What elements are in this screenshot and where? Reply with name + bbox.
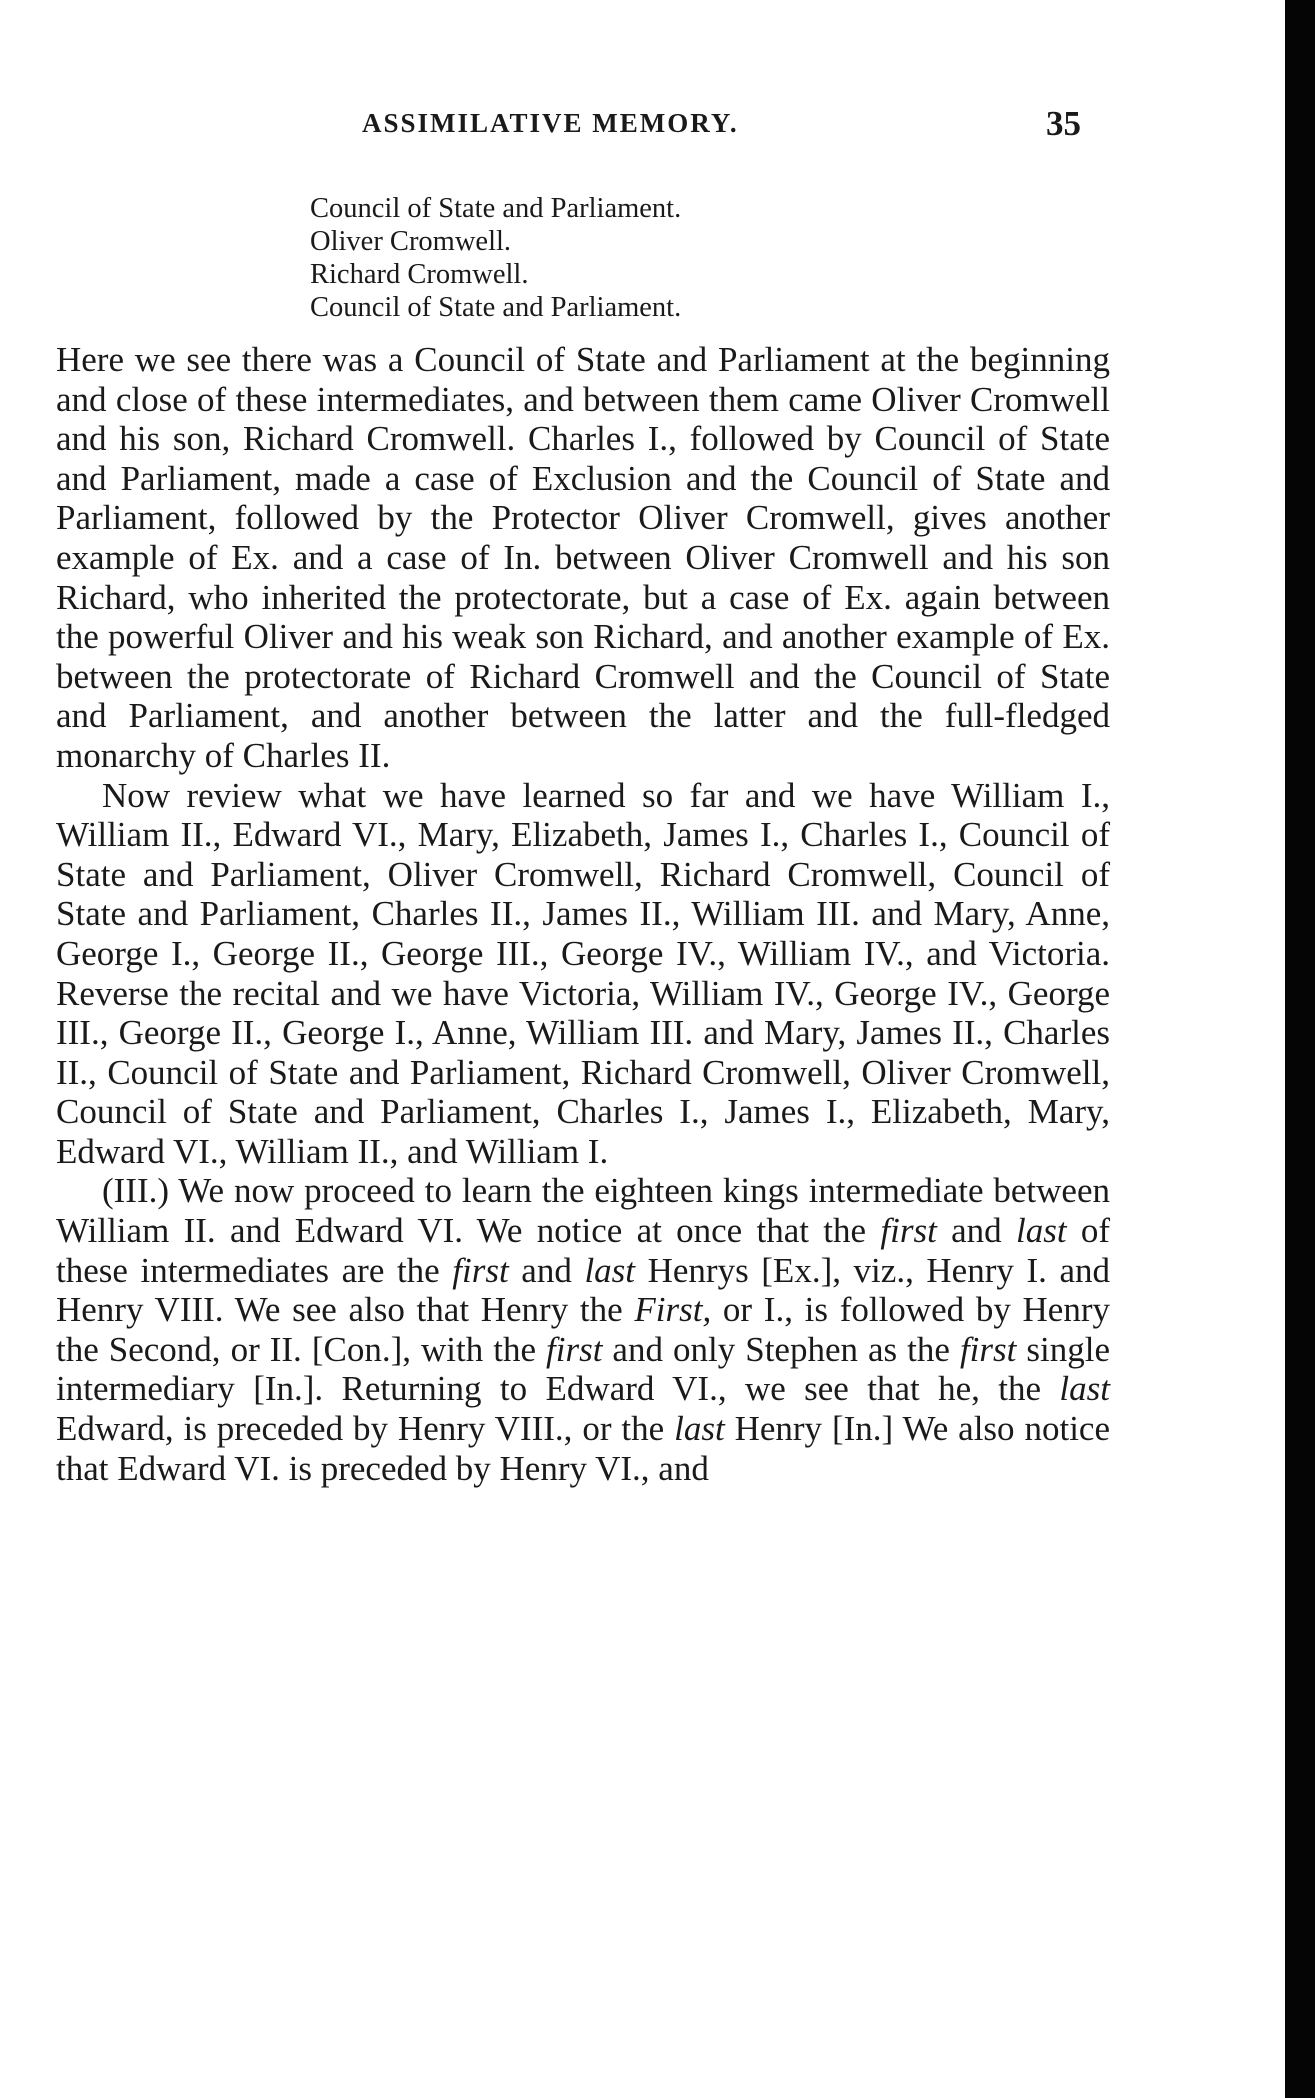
text-run: single intermediary [In.]. Returning to Edward VI., we see that he, the [56,1329,1110,1409]
italic-text: last [1059,1369,1110,1409]
text-run: and only Stephen as the [602,1329,960,1369]
list-item: Richard Cromwell. [310,259,529,290]
italic-text: First, [634,1290,712,1330]
running-head: ASSIMILATIVE MEMORY. [362,108,739,138]
paragraph [56,1171,1110,1488]
page-number: 35 [1046,104,1081,143]
text-run: Henrys [Ex.], viz., Henry I. and Henry VIII. We see also that Henry the [56,1250,1110,1330]
list-item: Council of State and Parliament. [310,193,682,224]
text-run: and [936,1211,1016,1251]
list-item: Oliver Cromwell. [310,226,512,257]
text-run: or I., is followed by Henry the Second, or II. [Con.], with the [56,1290,1110,1369]
italic-text: first [546,1329,603,1369]
text-run: and [508,1250,585,1290]
text-run: Henry [In.] We also notice that Edward VI. is preceded by Henry VI., and [56,1409,1110,1488]
list-item: Council of State and Parliament. [310,292,682,323]
italic-text: last [674,1409,725,1449]
italic-text: last [584,1250,636,1290]
text-run: of these intermediates are the [56,1211,1111,1290]
paragraph [56,340,1110,776]
page-edge-shadow [1285,0,1315,2098]
italic-text: last [1015,1211,1067,1251]
italic-text: first [452,1250,509,1290]
text-run: (III.) We now proceed to learn the eighteen kings intermediate between William II. and Edward VI. We notice at once that the [56,1171,1110,1251]
body-text [56,340,1110,1488]
paragraph [56,776,1110,1172]
succession-list [310,192,681,324]
italic-text: first [880,1211,937,1251]
italic-text: first [959,1329,1017,1369]
text-run: Edward, is preceded by Henry VIII., or the [56,1409,675,1449]
text-run: Now review what we have learned so far and we have William I., William II., Edward VI., Mary, Elizabeth, James I., Charles I., Council of State and Parliament, Oliver Cromwell, Richard Cromwell, Council of State and Parliament, Charles II., James II., William III. and Mary, Anne, George I., George II., George III., George IV., William IV., and Victoria. Reverse the recital and we have Victoria, William IV., George IV., George III., George II., George I., Anne, William III. and Mary, James II., Charles II., Council of State and Parliament, Richard Cromwell, Oliver Cromwell, Council of State and Parliament, Charles I., James I., Elizabeth, Mary, Edward VI., William II., and William I. [56,775,1110,1171]
text-run: Here we see there was a Council of State and Parliament at the beginning and close of these intermediates, and between them came Oliver Cromwell and his son, Richard Cromwell. Charles I., followed by Council of State and Parliament, made a case of Exclusion and the Council of State and Parliament, followed by the Protector Oliver Cromwell, gives another example of Ex. and a case of In. between Oliver Cromwell and his son Richard, who inherited the protectorate, but a case of Ex. again between the powerful Oliver and his weak son Richard, and another example of Ex. between the protectorate of Richard Cromwell and the Council of State and Parliament, and another between the latter and the full-fledged monarchy of Charles II. [56,340,1110,775]
